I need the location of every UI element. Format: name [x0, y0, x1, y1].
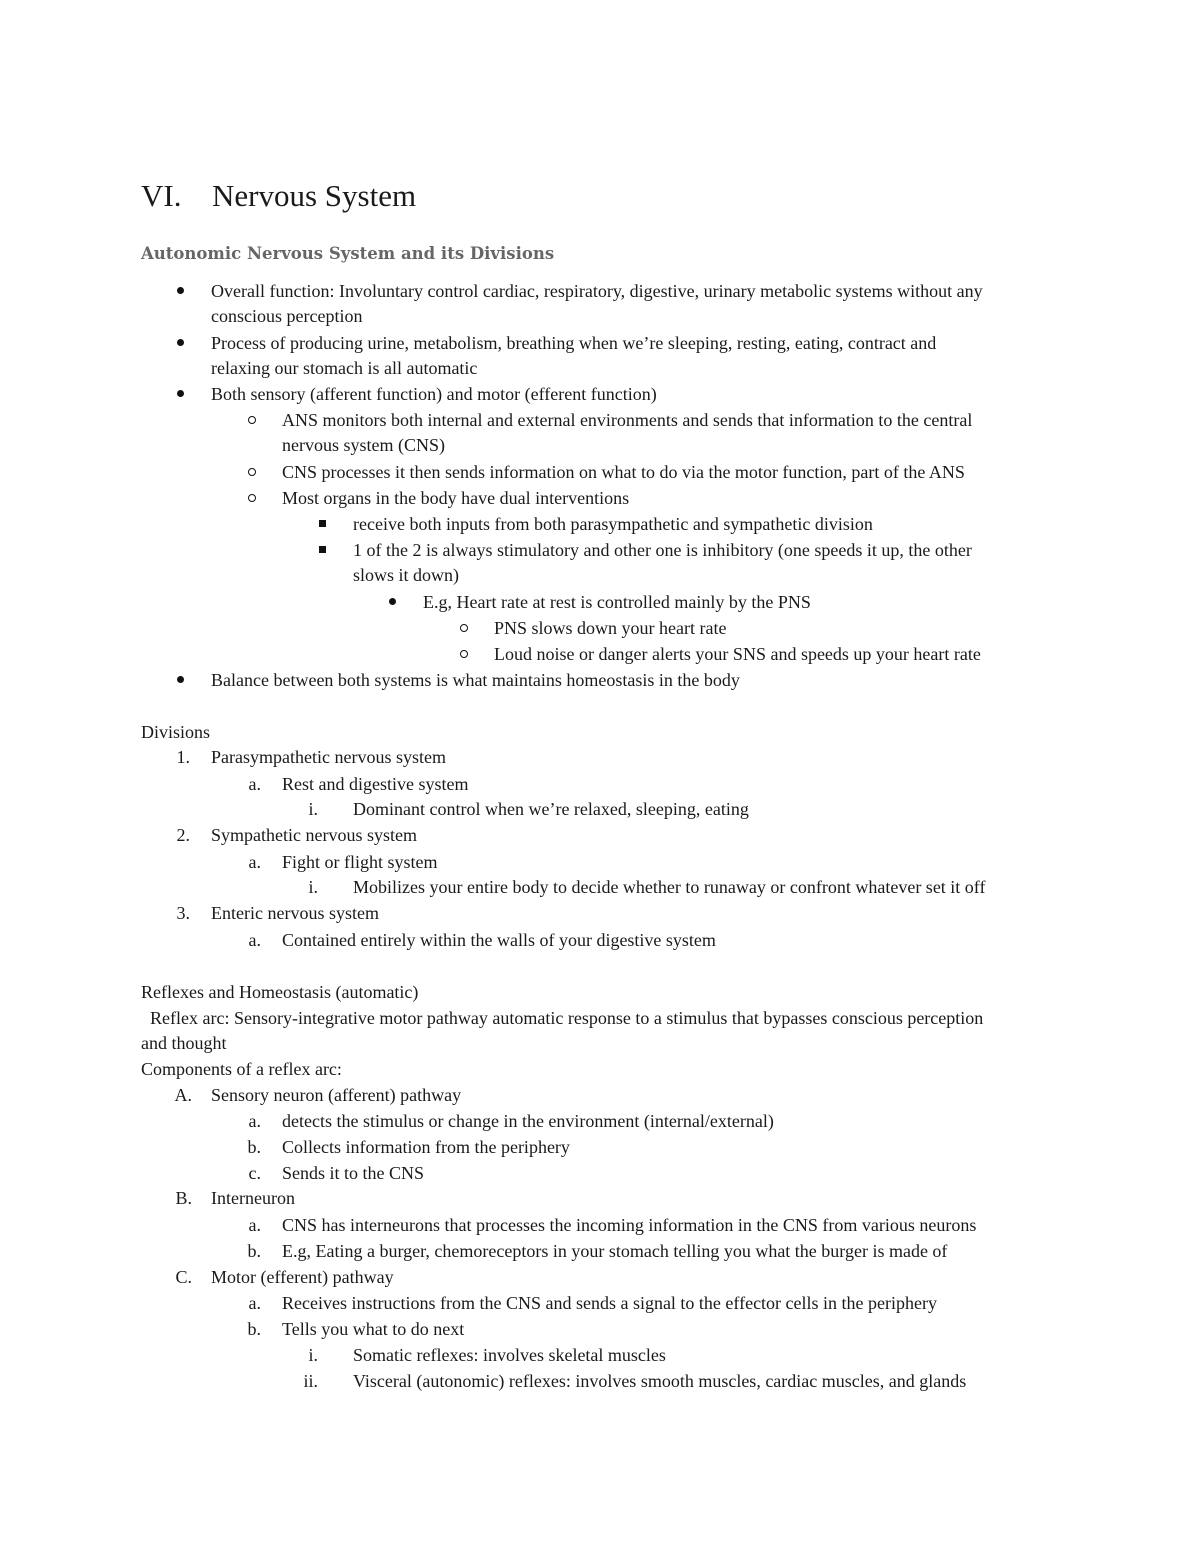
reflex-arc-definition: Reflex arc: Sensory-integrative motor pathway automatic response to a stimulus that bypasses conscious perception: [150, 1008, 984, 1028]
bullet-circle-icon: [248, 416, 256, 424]
list-item: CNS has interneurons that processes the incoming information in the CNS from various neurons: [282, 1215, 977, 1235]
list-letter: a.: [248, 1215, 261, 1235]
bullet-square-icon: [319, 520, 326, 527]
list-item: CNS processes it then sends information on what to do via the motor function, part of the ANS: [282, 462, 965, 482]
list-letter: C.: [175, 1267, 192, 1287]
bullet-circle-icon: [460, 624, 468, 632]
components-heading: Components of a reflex arc:: [141, 1059, 342, 1079]
list-letter: b.: [247, 1319, 261, 1339]
list-letter: a.: [248, 774, 261, 794]
list-roman: i.: [308, 877, 318, 897]
section-heading: Autonomic Nervous System and its Divisions: [141, 244, 555, 263]
list-item: Parasympathetic nervous system: [211, 747, 446, 767]
title-text: Nervous System: [212, 178, 417, 213]
list-item: Sensory neuron (afferent) pathway: [211, 1085, 462, 1105]
bullet-disc-icon: [177, 287, 184, 294]
list-item-continuation: conscious perception: [211, 306, 363, 326]
list-item: ANS monitors both internal and external environments and sends that information to the central: [282, 410, 973, 430]
list-letter: A.: [174, 1085, 192, 1105]
reflexes-heading: Reflexes and Homeostasis (automatic): [141, 982, 419, 1002]
list-roman: i.: [308, 1345, 318, 1365]
bullet-disc-icon: [389, 598, 396, 605]
list-item-continuation: slows it down): [353, 565, 460, 585]
list-item: Contained entirely within the walls of your digestive system: [282, 930, 716, 950]
list-roman: ii.: [303, 1371, 318, 1391]
list-item: Somatic reflexes: involves skeletal muscles: [353, 1345, 666, 1365]
bullet-circle-icon: [248, 468, 256, 476]
list-item: Motor (efferent) pathway: [211, 1267, 394, 1287]
list-item: Interneuron: [211, 1188, 295, 1208]
list-item: Tells you what to do next: [282, 1319, 465, 1339]
list-letter: a.: [248, 1293, 261, 1313]
list-roman: i.: [308, 799, 318, 819]
list-item: Visceral (autonomic) reflexes: involves smooth muscles, cardiac muscles, and glands: [353, 1371, 967, 1391]
list-item: Fight or flight system: [282, 852, 438, 872]
list-item: PNS slows down your heart rate: [494, 618, 727, 638]
list-item: Rest and digestive system: [282, 774, 469, 794]
bullet-square-icon: [319, 546, 326, 553]
list-letter: a.: [248, 1111, 261, 1131]
list-letter: a.: [248, 930, 261, 950]
list-item: 1 of the 2 is always stimulatory and other one is inhibitory (one speeds it up, the other: [353, 540, 972, 560]
list-item: Sends it to the CNS: [282, 1163, 425, 1183]
divisions-heading: Divisions: [141, 722, 211, 742]
list-letter: b.: [247, 1241, 261, 1261]
list-item: Enteric nervous system: [211, 903, 379, 923]
list-letter: a.: [248, 852, 261, 872]
list-item-continuation: nervous system (CNS): [282, 435, 445, 455]
list-item: detects the stimulus or change in the environment (internal/external): [282, 1111, 774, 1131]
bullet-circle-icon: [248, 494, 256, 502]
title-number: VI.: [141, 178, 182, 213]
page-title: [141, 176, 416, 216]
list-item: E.g, Eating a burger, chemoreceptors in your stomach telling you what the burger is made of: [282, 1241, 948, 1261]
list-item: receive both inputs from both parasympathetic and sympathetic division: [353, 514, 873, 534]
list-item: Most organs in the body have dual interventions: [282, 488, 630, 508]
list-number: 1.: [176, 747, 190, 767]
reflex-arc-definition-continuation: and thought: [141, 1033, 227, 1053]
list-item: Process of producing urine, metabolism, breathing when we’re sleeping, resting, eating, contract and: [211, 333, 937, 353]
list-item: Receives instructions from the CNS and sends a signal to the effector cells in the periphery: [282, 1293, 937, 1313]
list-item: Balance between both systems is what maintains homeostasis in the body: [211, 670, 740, 690]
list-item: Sympathetic nervous system: [211, 825, 417, 845]
list-number: 2.: [176, 825, 190, 845]
list-letter: c.: [248, 1163, 261, 1183]
list-item: Loud noise or danger alerts your SNS and speeds up your heart rate: [494, 644, 981, 664]
bullet-circle-icon: [460, 650, 468, 658]
list-item: E.g, Heart rate at rest is controlled mainly by the PNS: [423, 592, 811, 612]
bullet-disc-icon: [177, 676, 184, 683]
bullet-disc-icon: [177, 339, 184, 346]
list-letter: B.: [175, 1188, 192, 1208]
list-letter: b.: [247, 1137, 261, 1157]
list-item-continuation: relaxing our stomach is all automatic: [211, 358, 478, 378]
list-item: Dominant control when we’re relaxed, sleeping, eating: [353, 799, 749, 819]
list-item: Mobilizes your entire body to decide whether to runaway or confront whatever set it off: [353, 877, 986, 897]
list-number: 3.: [176, 903, 190, 923]
list-item: Collects information from the periphery: [282, 1137, 570, 1157]
bullet-disc-icon: [177, 390, 184, 397]
list-item: Both sensory (afferent function) and motor (efferent function): [211, 384, 657, 404]
list-item: Overall function: Involuntary control cardiac, respiratory, digestive, urinary metabolic systems without any: [211, 281, 983, 301]
